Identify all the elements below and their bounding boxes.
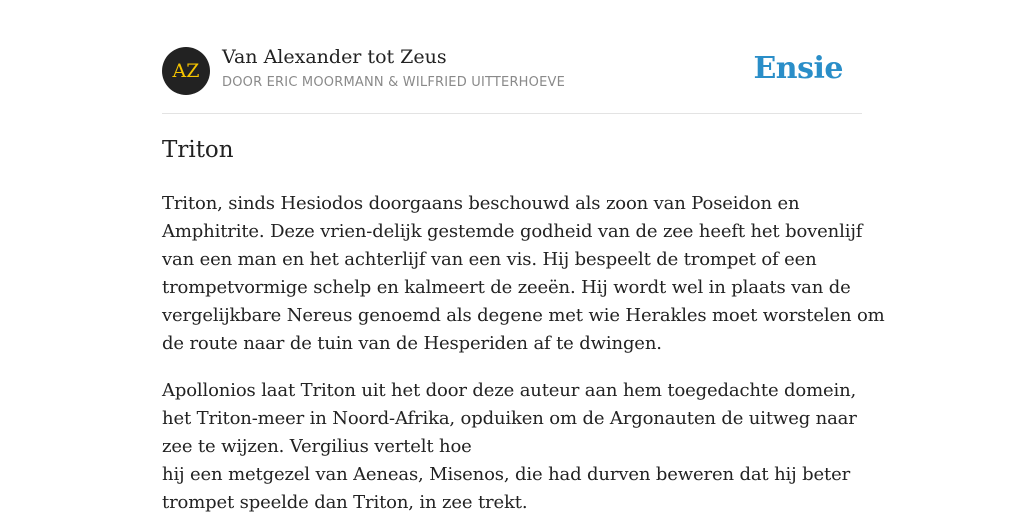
paragraph-line: trompet speelde dan Triton, in zee trekt. bbox=[162, 492, 528, 513]
paragraph-line: vergelijkbare Nereus genoemd als degene met wie Herakles moet worstelen om bbox=[162, 305, 885, 326]
book-authors: DOOR ERIC MOORMANN & WILFRIED UITTERHOEVE bbox=[222, 75, 566, 90]
paragraph-line: Triton, sinds Hesiodos doorgaans beschouwd als zoon van Poseidon en bbox=[162, 193, 800, 214]
book-title[interactable]: Van Alexander tot Zeus bbox=[222, 46, 447, 68]
paragraph-line: het Triton-meer in Noord-Afrika, opduiken om de Argonauten de uitweg naar bbox=[162, 408, 857, 429]
brand-logo-link[interactable]: Ensie bbox=[753, 51, 843, 86]
paragraph-line: van een man en het achterlijf van een vis. Hij bespeelt de trompet of een bbox=[162, 249, 817, 270]
paragraph-line: hij een metgezel van Aeneas, Misenos, die had durven beweren dat hij beter bbox=[162, 464, 851, 485]
entry-title: Triton bbox=[162, 137, 234, 163]
header bbox=[162, 0, 862, 114]
avatar bbox=[162, 47, 210, 95]
paragraph-line: Apollonios laat Triton uit het door deze auteur aan hem toegedachte domein, bbox=[162, 380, 857, 401]
entry-paragraph bbox=[162, 190, 885, 358]
paragraph-line: de route naar de tuin van de Hesperiden af te dwingen. bbox=[162, 333, 662, 354]
entry-paragraph bbox=[162, 377, 862, 517]
paragraph-line: Amphitrite. Deze vrien-delijk gestemde godheid van de zee heeft het bovenlijf bbox=[162, 221, 863, 242]
avatar-initials: AZ bbox=[172, 60, 200, 82]
page-container bbox=[162, 0, 885, 513]
paragraph-line: trompetvormige schelp en kalmeert de zeeën. Hij wordt wel in plaats van de bbox=[162, 277, 851, 298]
paragraph-line: zee te wijzen. Vergilius vertelt hoe bbox=[162, 436, 472, 457]
